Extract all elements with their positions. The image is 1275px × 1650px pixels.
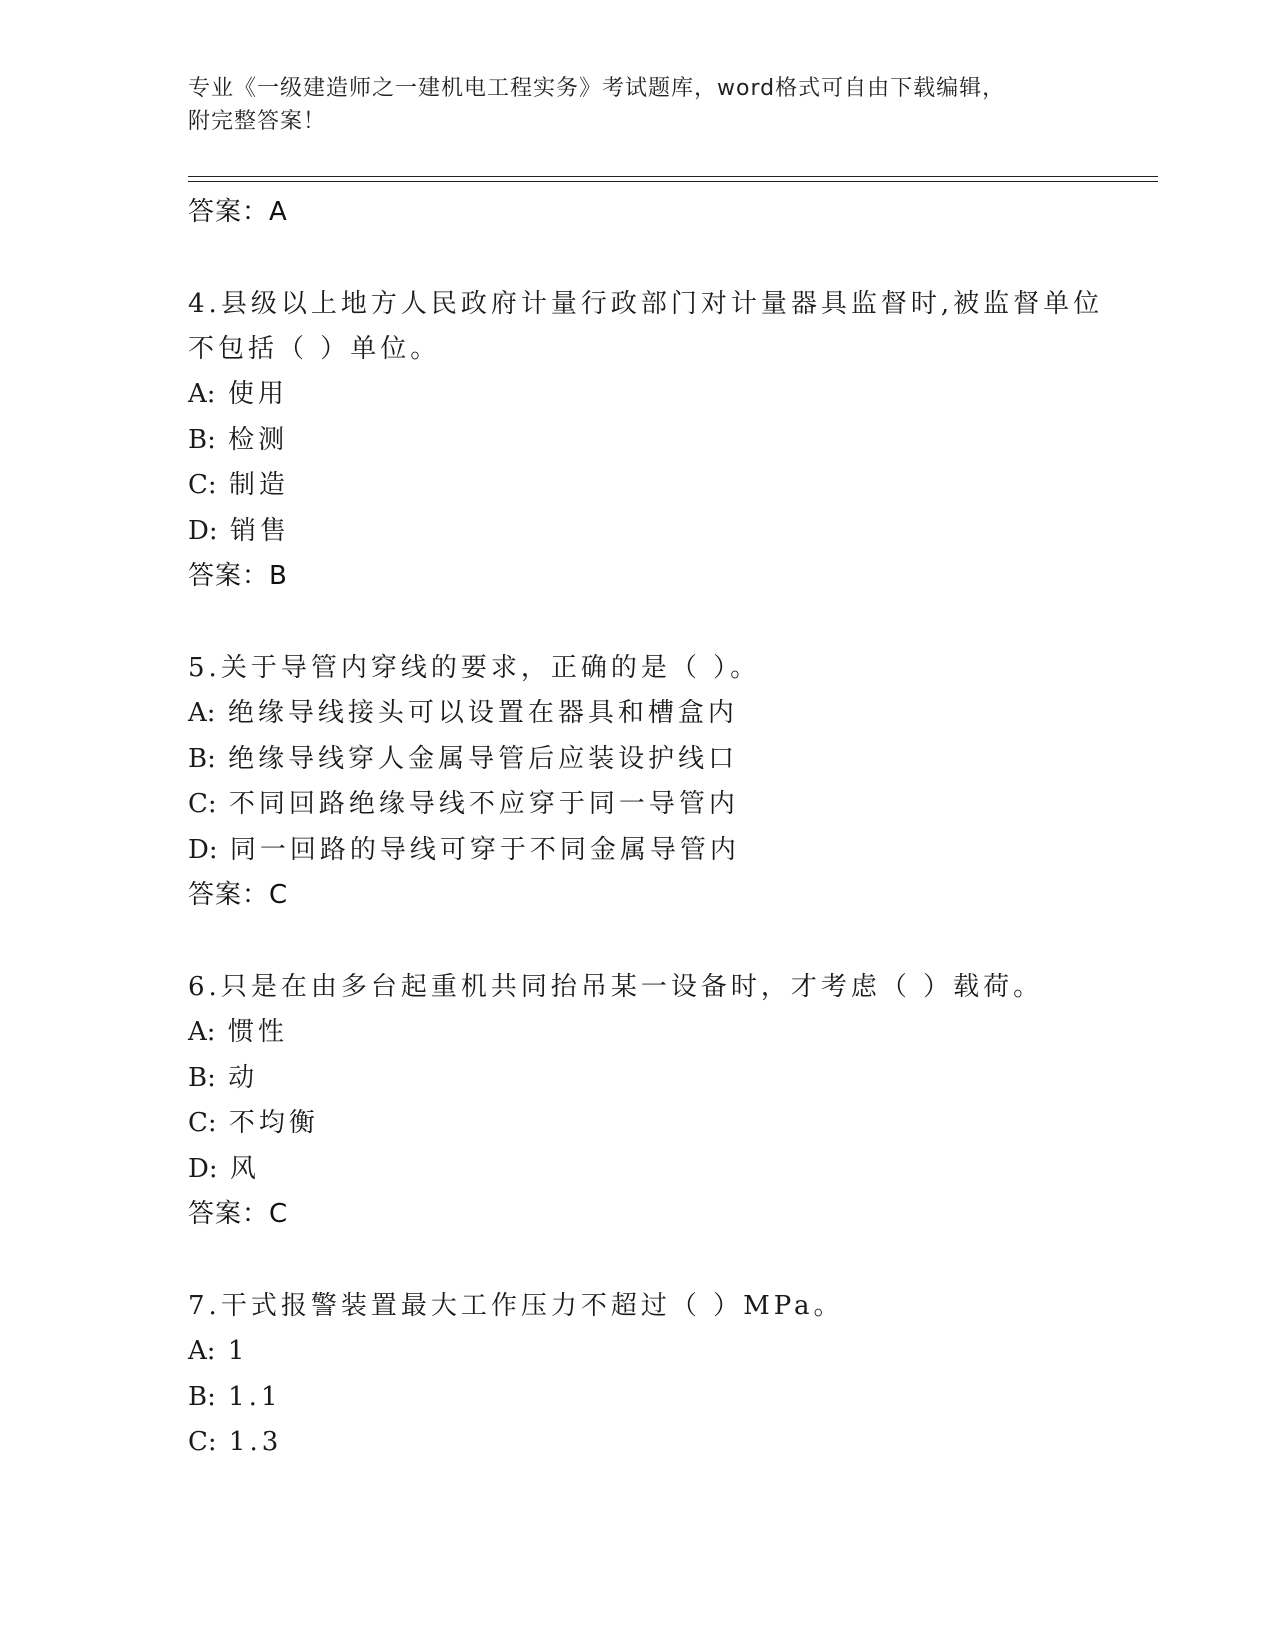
question-4-line-1: 县级以上地方人民政府计量行政部门对计量器具监督时,被监督单位: [220, 289, 1104, 319]
document-header: [188, 72, 1088, 138]
question-4: [188, 282, 1148, 599]
question-number: 7.: [188, 1291, 221, 1321]
question-list: [188, 190, 1148, 1466]
option-b: B: 动: [188, 1062, 259, 1093]
header-divider-top: [188, 176, 1158, 177]
option-a: A: 1: [188, 1336, 249, 1366]
question-5: [188, 646, 1148, 918]
header-line-2: 附完整答案！: [188, 109, 327, 134]
question-4-answer: 答案：B: [188, 561, 288, 591]
option-c: C: 不同回路绝缘导线不应穿于同一导管内: [188, 789, 739, 819]
header-line-1: 专业《一级建造师之一建机电工程实务》考试题库，word格式可自由下载编辑，: [188, 76, 1006, 101]
option-c: C: 制造: [188, 470, 289, 500]
header-divider-bottom: [188, 181, 1158, 182]
option-b: B: 绝缘导线穿人金属导管后应装设护线口: [188, 743, 739, 774]
question-number: 5.: [188, 653, 221, 683]
question-6: [188, 965, 1148, 1237]
question-6-answer: 答案：C: [188, 1199, 289, 1229]
option-c: C: 1.3: [188, 1427, 283, 1457]
question-4-text: [188, 282, 1148, 327]
option-d: D: 风: [188, 1153, 260, 1184]
question-7-text: 7.干式报警装置最大工作压力不超过（ ）MPa。: [188, 1291, 844, 1321]
option-a: A: 绝缘导线接头可以设置在器具和槽盒内: [188, 698, 738, 728]
question-7: [188, 1284, 1148, 1466]
question-number: 6.: [188, 972, 221, 1002]
question-6-text: 6.只是在由多台起重机共同抬吊某一设备时，才考虑（ ）载荷。: [188, 972, 1044, 1002]
option-a: A: 惯性: [188, 1017, 288, 1047]
option-d: D: 同一回路的导线可穿于不同金属导管内: [188, 834, 740, 865]
question-4-line-2: 不包括（ ）单位。: [188, 334, 441, 364]
answer-previous: 答案：A: [188, 197, 288, 227]
question-5-answer: 答案：C: [188, 880, 289, 910]
question-number: 4.: [188, 289, 221, 319]
option-a: A: 使用: [188, 379, 288, 409]
option-b: B: 检测: [188, 424, 289, 455]
option-d: D: 销售: [188, 515, 290, 546]
question-5-text: 5.关于导管内穿线的要求，正确的是（ ）。: [188, 653, 761, 683]
option-b: B: 1.1: [188, 1381, 282, 1412]
option-c: C: 不均衡: [188, 1108, 319, 1138]
